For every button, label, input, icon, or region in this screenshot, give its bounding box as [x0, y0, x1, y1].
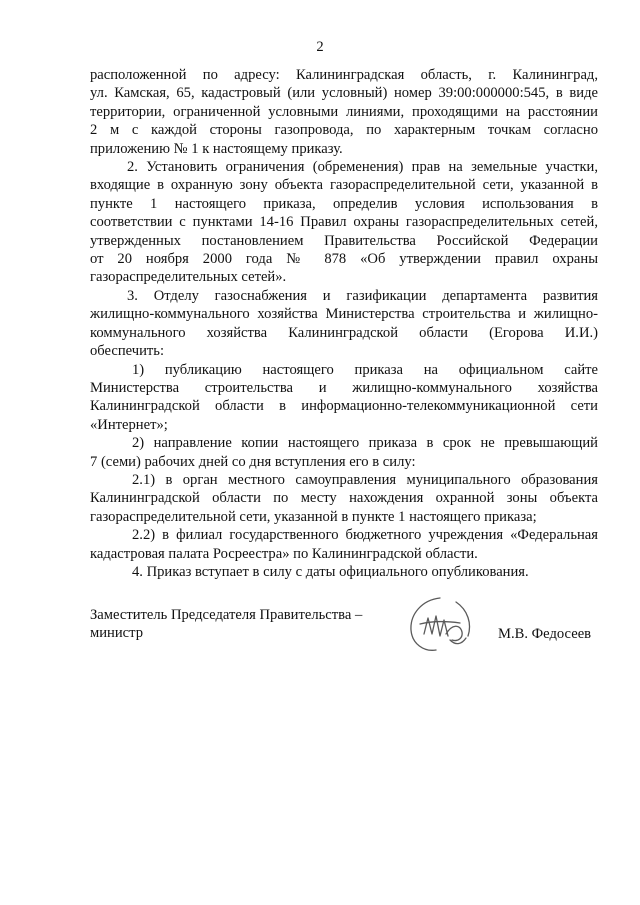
paragraph [90, 361, 598, 435]
text-line: Калининградской области в информационно-телекоммуникационной сети [90, 398, 598, 415]
text-line: газораспределительных сетей». [90, 269, 287, 286]
signatory-title [90, 606, 410, 643]
text-line: Калининградской области по месту нахождения охранной зоны объекта [90, 490, 598, 507]
text-line: ул. Камская, 65, кадастровый (или условный) номер 39:00:000000:545, в виде [90, 85, 598, 102]
text-line: приложению № 1 к настоящему приказу. [90, 140, 343, 157]
paragraph [90, 471, 598, 526]
paragraph [90, 563, 598, 581]
paragraph [90, 434, 598, 471]
text-line: Министерства строительства и жилищно-коммунального хозяйства [90, 379, 598, 396]
handwritten-signature [402, 594, 482, 656]
signatory-title-line: Заместитель Председателя Правительства – [90, 607, 363, 623]
text-line: утвержденных постановлением Правительства Российской Федерации [90, 232, 598, 249]
text-line: территории, ограниченной условными линиями, проходящими на расстоянии [90, 103, 598, 120]
text-line: входящие в охранную зону объекта газораспределительной сети, указанной в [90, 177, 598, 194]
text-line: 4. Приказ вступает в силу с даты официального опубликования. [132, 563, 529, 580]
text-line: «Интернет»; [90, 416, 168, 433]
text-line: 2 м с каждой стороны газопровода, по характерным точкам согласно [90, 122, 598, 139]
text-line: 2) направление копии настоящего приказа в срок не превышающий [132, 435, 598, 452]
paragraph [90, 287, 598, 361]
paragraph [90, 66, 598, 158]
text-line: расположенной по адресу: Калининградская область, г. Калининград, [90, 67, 598, 83]
text-line: 1) публикацию настоящего приказа на официальном сайте [132, 361, 598, 378]
document-body [90, 66, 598, 581]
signature-block [90, 606, 610, 666]
text-line: от 20 ноября 2000 года № 878 «Об утверждении правил охраны [90, 251, 598, 268]
page-number: 2 [316, 39, 324, 55]
text-line: 2. Установить ограничения (обременения) прав на земельные участки, [127, 159, 598, 176]
text-line: 7 (семи) рабочих дней со дня вступления его в силу: [90, 453, 416, 470]
paragraph [90, 526, 598, 563]
signatory-title-line: министр [90, 625, 143, 642]
text-line: кадастровая палата Росреестра» по Калининградской области. [90, 545, 478, 562]
text-line: соответствии с пунктами 14-16 Правил охраны газораспределительных сетей, [90, 214, 598, 231]
text-line: 2.1) в орган местного самоуправления муниципального образования [132, 471, 598, 488]
text-line: 2.2) в филиал государственного бюджетного учреждения «Федеральная [132, 527, 598, 544]
paragraph [90, 158, 598, 287]
text-line: жилищно-коммунального хозяйства Министерства строительства и жилищно- [90, 306, 598, 323]
text-line: обеспечить: [90, 343, 165, 360]
text-line: пункте 1 настоящего приказа, определив условия использования в [90, 195, 598, 212]
text-line: газораспределительной сети, указанной в пункте 1 настоящего приказа; [90, 508, 537, 525]
text-line: 3. Отделу газоснабжения и газификации департамента развития [127, 287, 598, 304]
signatory-name: М.В. Федосеев [498, 626, 592, 642]
text-line: коммунального хозяйства Калининградской области (Егорова И.И.) [90, 324, 598, 341]
